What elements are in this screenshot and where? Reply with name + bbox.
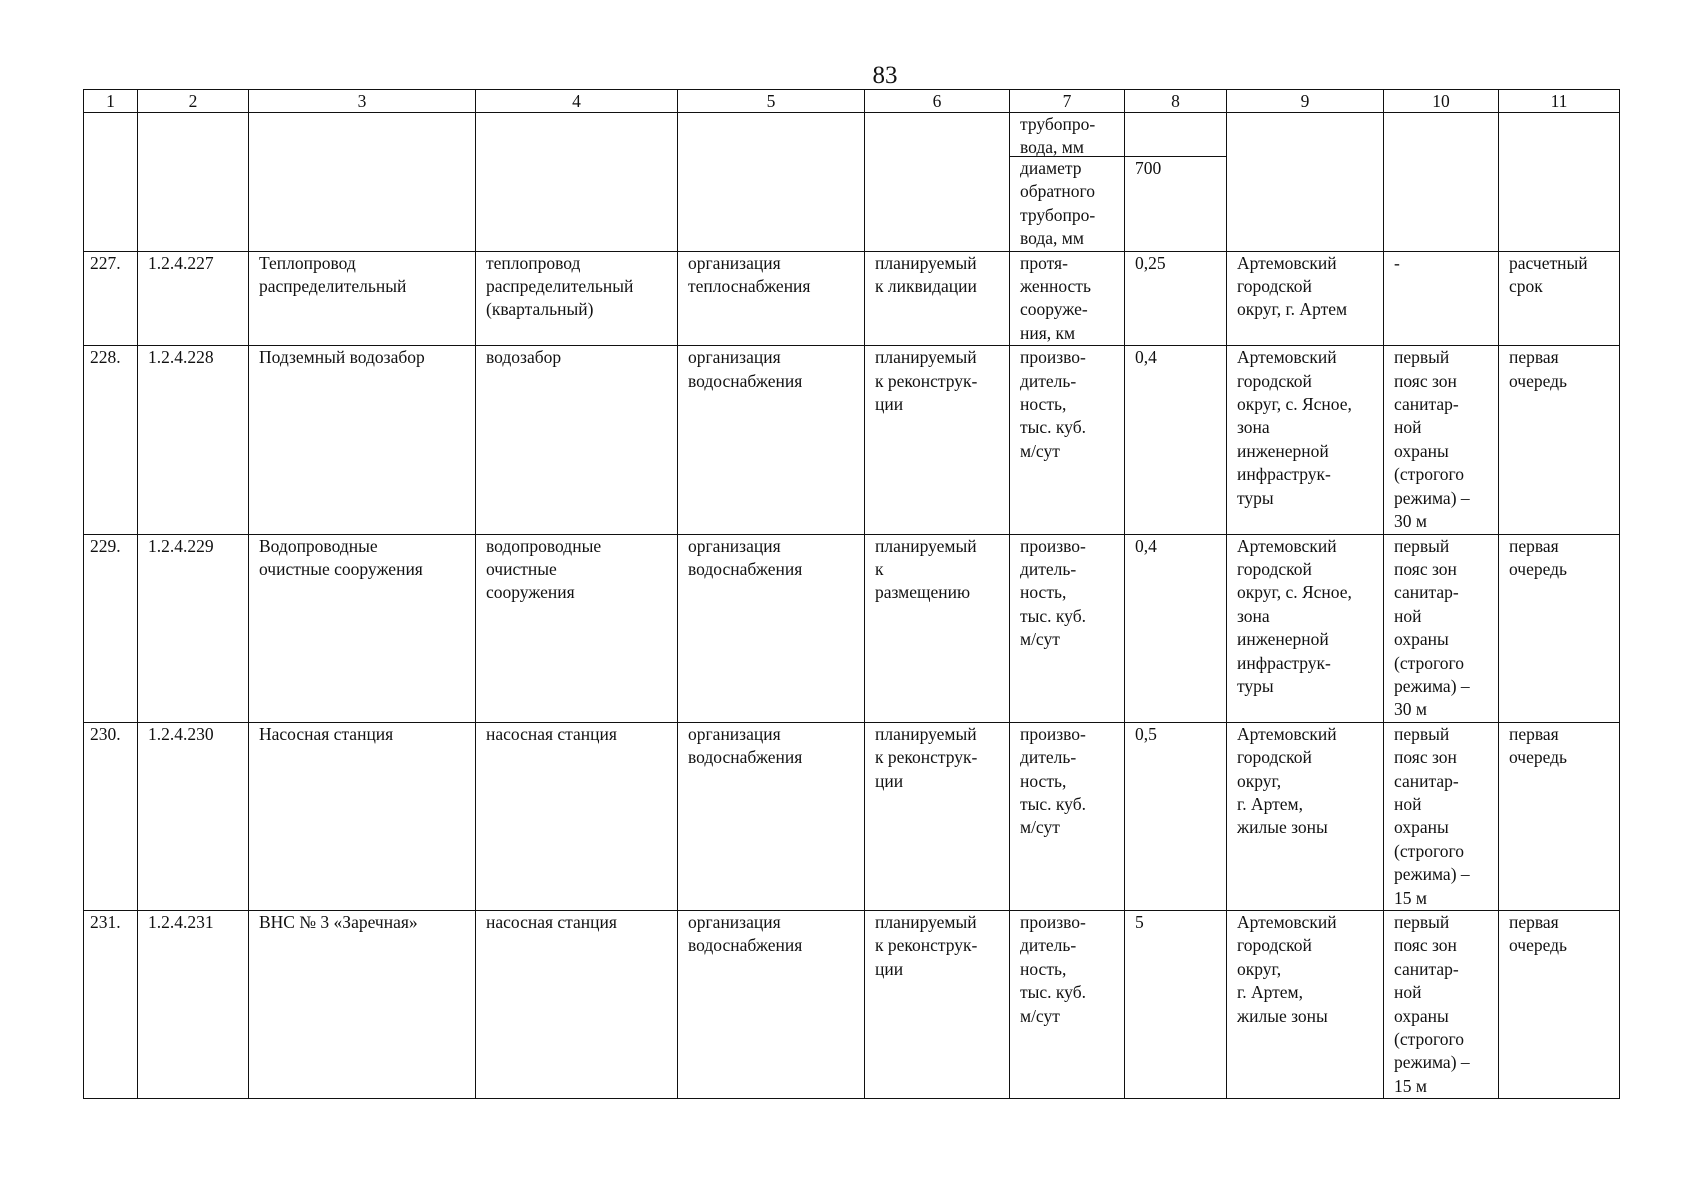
text-line: трубопро- [1020, 204, 1096, 225]
text-line: Артемовский [1237, 912, 1337, 932]
text-line: обратного [1020, 181, 1095, 202]
param-bottom [1010, 157, 1124, 251]
text-line: очередь [1509, 558, 1568, 579]
status-cell [865, 534, 1010, 722]
text-line: режима) – [1394, 1052, 1470, 1073]
parameter-cell [1010, 346, 1125, 534]
value-cell [1125, 113, 1227, 252]
text-line: расчетный [1509, 252, 1588, 273]
object-type-cell [476, 534, 678, 722]
text-line: городской [1237, 370, 1312, 391]
text-line: городской [1237, 558, 1312, 579]
text-line: организация [688, 535, 781, 556]
text-line: (строгого [1394, 464, 1464, 485]
text-line: дитель- [1020, 935, 1077, 956]
text-line: Артемовский [1237, 252, 1337, 273]
text-line: Артемовский [1237, 535, 1337, 556]
object-type-cell [476, 911, 678, 1099]
parameter-cell [1010, 534, 1125, 722]
data-rows [84, 251, 1620, 1099]
value-top [1125, 113, 1226, 157]
text-line: 30 м [1394, 699, 1427, 720]
zone-cell [1384, 251, 1499, 346]
empty-cell [476, 113, 678, 252]
object-code-cell: 1.2.4.230 [138, 722, 249, 910]
parameter-cell [1010, 911, 1125, 1099]
text-line: городской [1237, 747, 1312, 768]
text-line: (строгого [1394, 1029, 1464, 1050]
text-line: первая [1509, 912, 1559, 932]
text-line: ции [875, 394, 904, 415]
text-line: режима) – [1394, 487, 1470, 508]
text-line: 15 м [1394, 1075, 1427, 1096]
text-line: Подземный водозабор [259, 347, 425, 368]
text-line: тыс. куб. [1020, 605, 1086, 626]
text-line: (строгого [1394, 840, 1464, 861]
text-line: Теплопровод [259, 252, 356, 273]
value-cell: 0,4 [1125, 346, 1227, 534]
text-line: распределительный [486, 276, 634, 297]
object-name-cell [249, 722, 476, 910]
object-name-cell [249, 534, 476, 722]
text-line: тыс. куб. [1020, 982, 1086, 1003]
organization-cell [678, 534, 865, 722]
text-line: туры [1237, 487, 1274, 508]
location-cell [1227, 346, 1384, 534]
text-line: сооружения [486, 582, 575, 603]
text-line: водозабор [486, 347, 562, 368]
term-cell [1499, 346, 1620, 534]
text-line: режима) – [1394, 675, 1470, 696]
column-number-row [84, 90, 1620, 113]
text-line: срок [1509, 276, 1543, 297]
text-line: округ, с. Ясное, [1237, 394, 1352, 415]
text-line: к ликвидации [875, 276, 977, 297]
location-cell [1227, 911, 1384, 1099]
text-line: организация [688, 723, 781, 744]
text-line: дитель- [1020, 558, 1077, 579]
text-line: водопроводные [486, 535, 602, 556]
text-line: водоснабжения [688, 370, 803, 391]
text-line: тыс. куб. [1020, 793, 1086, 814]
row-number-cell: 228. [84, 346, 138, 534]
table-row [84, 722, 1620, 910]
table-row [84, 251, 1620, 346]
parameter-cell [1010, 251, 1125, 346]
text-line: жилые зоны [1237, 817, 1328, 838]
text-line: насосная станция [486, 912, 617, 932]
row-number-cell: 227. [84, 251, 138, 346]
text-line: очистные сооружения [259, 558, 423, 579]
text-line: женность [1020, 276, 1091, 297]
text-line: очистные [486, 558, 557, 579]
text-line: вода, мм [1020, 137, 1084, 158]
column-number: 6 [865, 90, 1010, 113]
text-line: планируемый [875, 535, 977, 556]
text-line: охраны [1394, 629, 1449, 650]
text-line: зона [1237, 605, 1270, 626]
text-line: ной [1394, 605, 1422, 626]
text-line: Артемовский [1237, 347, 1337, 368]
text-line: ность, [1020, 770, 1067, 791]
text-line: округ, [1237, 770, 1282, 791]
term-cell [1499, 251, 1620, 346]
term-cell [1499, 534, 1620, 722]
text-line: г. Артем, [1237, 982, 1303, 1003]
text-line: округ, г. Артем [1237, 299, 1348, 320]
page-number: 83 [872, 62, 898, 89]
text-line: м/сут [1020, 629, 1060, 650]
row-number-cell: 231. [84, 911, 138, 1099]
text-line: к реконструк- [875, 747, 978, 768]
table-row [84, 911, 1620, 1099]
text-line: охраны [1394, 817, 1449, 838]
object-code-cell: 1.2.4.227 [138, 251, 249, 346]
text-line: ность, [1020, 582, 1067, 603]
zone-cell [1384, 911, 1499, 1099]
text-line: санитар- [1394, 770, 1459, 791]
zone-cell [1384, 346, 1499, 534]
term-cell [1499, 911, 1620, 1099]
text-line: Водопроводные [259, 535, 378, 556]
text-line: - [1394, 252, 1400, 273]
text-line: пояс зон [1394, 370, 1457, 391]
text-line: к реконструк- [875, 935, 978, 956]
term-cell [1499, 722, 1620, 910]
column-number: 7 [1010, 90, 1125, 113]
text-line: охраны [1394, 1005, 1449, 1026]
text-line: ВНС № 3 «Заречная» [259, 912, 418, 932]
text-line: первый [1394, 723, 1450, 744]
object-name-cell [249, 346, 476, 534]
column-number: 9 [1227, 90, 1384, 113]
text-line: к [875, 558, 884, 579]
text-line: водоснабжения [688, 935, 803, 956]
text-line: санитар- [1394, 394, 1459, 415]
text-line: м/сут [1020, 1005, 1060, 1026]
value-bottom: 700 [1135, 158, 1162, 178]
text-line: 15 м [1394, 887, 1427, 908]
text-line: м/сут [1020, 817, 1060, 838]
empty-cell [678, 113, 865, 252]
text-line: инфраструк- [1237, 464, 1331, 485]
text-line: организация [688, 252, 781, 273]
text-line: очередь [1509, 370, 1568, 391]
empty-cell [249, 113, 476, 252]
param-top [1010, 113, 1124, 157]
text-line: м/сут [1020, 440, 1060, 461]
row-number-cell: 229. [84, 534, 138, 722]
text-line: ции [875, 958, 904, 979]
empty-cell [865, 113, 1010, 252]
column-number: 2 [138, 90, 249, 113]
text-line: первая [1509, 723, 1559, 744]
text-line: произво- [1020, 347, 1086, 368]
status-cell [865, 911, 1010, 1099]
row-number-cell: 230. [84, 722, 138, 910]
column-number: 5 [678, 90, 865, 113]
text-line: водоснабжения [688, 747, 803, 768]
text-line: произво- [1020, 535, 1086, 556]
object-name-cell [249, 251, 476, 346]
object-code-cell: 1.2.4.229 [138, 534, 249, 722]
text-line: диаметр [1020, 158, 1082, 178]
table-row [84, 346, 1620, 534]
text-line: к реконструк- [875, 370, 978, 391]
empty-cell [1384, 113, 1499, 252]
empty-cell [138, 113, 249, 252]
text-line: режима) – [1394, 864, 1470, 885]
text-line: трубопро- [1020, 114, 1096, 134]
text-line: организация [688, 347, 781, 368]
text-line: протя- [1020, 252, 1068, 273]
value-cell: 5 [1125, 911, 1227, 1099]
text-line: зона [1237, 417, 1270, 438]
organization-cell [678, 251, 865, 346]
location-cell [1227, 534, 1384, 722]
empty-cell [84, 113, 138, 252]
text-line: водоснабжения [688, 558, 803, 579]
text-line: планируемый [875, 723, 977, 744]
text-line: первый [1394, 347, 1450, 368]
object-type-cell [476, 346, 678, 534]
column-number: 4 [476, 90, 678, 113]
text-line: теплоснабжения [688, 276, 811, 297]
text-line: (строгого [1394, 652, 1464, 673]
text-line: городской [1237, 276, 1312, 297]
text-line: 30 м [1394, 511, 1427, 532]
location-cell [1227, 722, 1384, 910]
text-line: сооруже- [1020, 299, 1088, 320]
status-cell [865, 251, 1010, 346]
text-line: охраны [1394, 440, 1449, 461]
text-line: распределительный [259, 276, 407, 297]
text-line: организация [688, 912, 781, 932]
organization-cell [678, 911, 865, 1099]
text-line: жилые зоны [1237, 1005, 1328, 1026]
text-line: дитель- [1020, 747, 1077, 768]
object-code-cell: 1.2.4.231 [138, 911, 249, 1099]
text-line: планируемый [875, 252, 977, 273]
text-line: насосная станция [486, 723, 617, 744]
zone-cell [1384, 534, 1499, 722]
text-line: тыс. куб. [1020, 417, 1086, 438]
text-line: инфраструк- [1237, 652, 1331, 673]
text-line: туры [1237, 675, 1274, 696]
text-line: планируемый [875, 912, 977, 932]
continuation-row [84, 113, 1620, 252]
text-line: ной [1394, 982, 1422, 1003]
text-line: пояс зон [1394, 935, 1457, 956]
text-line: ность, [1020, 958, 1067, 979]
location-cell [1227, 251, 1384, 346]
text-line: инженерной [1237, 629, 1329, 650]
empty-cell [1227, 113, 1384, 252]
text-line: (квартальный) [486, 299, 594, 320]
empty-cell [1499, 113, 1620, 252]
column-number: 10 [1384, 90, 1499, 113]
text-line: планируемый [875, 347, 977, 368]
value-cell: 0,4 [1125, 534, 1227, 722]
text-line: первый [1394, 535, 1450, 556]
text-line: Насосная станция [259, 723, 394, 744]
text-line: городской [1237, 935, 1312, 956]
text-line: ность, [1020, 394, 1067, 415]
text-line: очередь [1509, 935, 1568, 956]
status-cell [865, 722, 1010, 910]
text-line: санитар- [1394, 958, 1459, 979]
text-line: пояс зон [1394, 747, 1457, 768]
column-number: 3 [249, 90, 476, 113]
text-line: дитель- [1020, 370, 1077, 391]
text-line: пояс зон [1394, 558, 1457, 579]
column-number: 1 [84, 90, 138, 113]
registry-table [83, 89, 1620, 1099]
text-line: произво- [1020, 912, 1086, 932]
text-line: первая [1509, 535, 1559, 556]
zone-cell [1384, 722, 1499, 910]
text-line: ния, км [1020, 322, 1076, 343]
text-line: ции [875, 770, 904, 791]
column-number: 11 [1499, 90, 1620, 113]
text-line: инженерной [1237, 440, 1329, 461]
text-line: теплопровод [486, 252, 581, 273]
text-line: первая [1509, 347, 1559, 368]
text-line: Артемовский [1237, 723, 1337, 744]
value-cell: 0,25 [1125, 251, 1227, 346]
status-cell [865, 346, 1010, 534]
object-type-cell [476, 722, 678, 910]
table-row [84, 534, 1620, 722]
text-line: произво- [1020, 723, 1086, 744]
text-line: ной [1394, 793, 1422, 814]
text-line: округ, [1237, 958, 1282, 979]
object-type-cell [476, 251, 678, 346]
text-line: округ, с. Ясное, [1237, 582, 1352, 603]
value-cell: 0,5 [1125, 722, 1227, 910]
text-line: г. Артем, [1237, 793, 1303, 814]
parameter-cell [1010, 722, 1125, 910]
text-line: размещению [875, 582, 971, 603]
text-line: ной [1394, 417, 1422, 438]
text-line: первый [1394, 912, 1450, 932]
text-line: вода, мм [1020, 228, 1084, 249]
param-cell [1010, 113, 1125, 252]
column-number: 8 [1125, 90, 1227, 113]
object-code-cell: 1.2.4.228 [138, 346, 249, 534]
object-name-cell [249, 911, 476, 1099]
text-line: санитар- [1394, 582, 1459, 603]
text-line: очередь [1509, 747, 1568, 768]
organization-cell [678, 346, 865, 534]
organization-cell [678, 722, 865, 910]
